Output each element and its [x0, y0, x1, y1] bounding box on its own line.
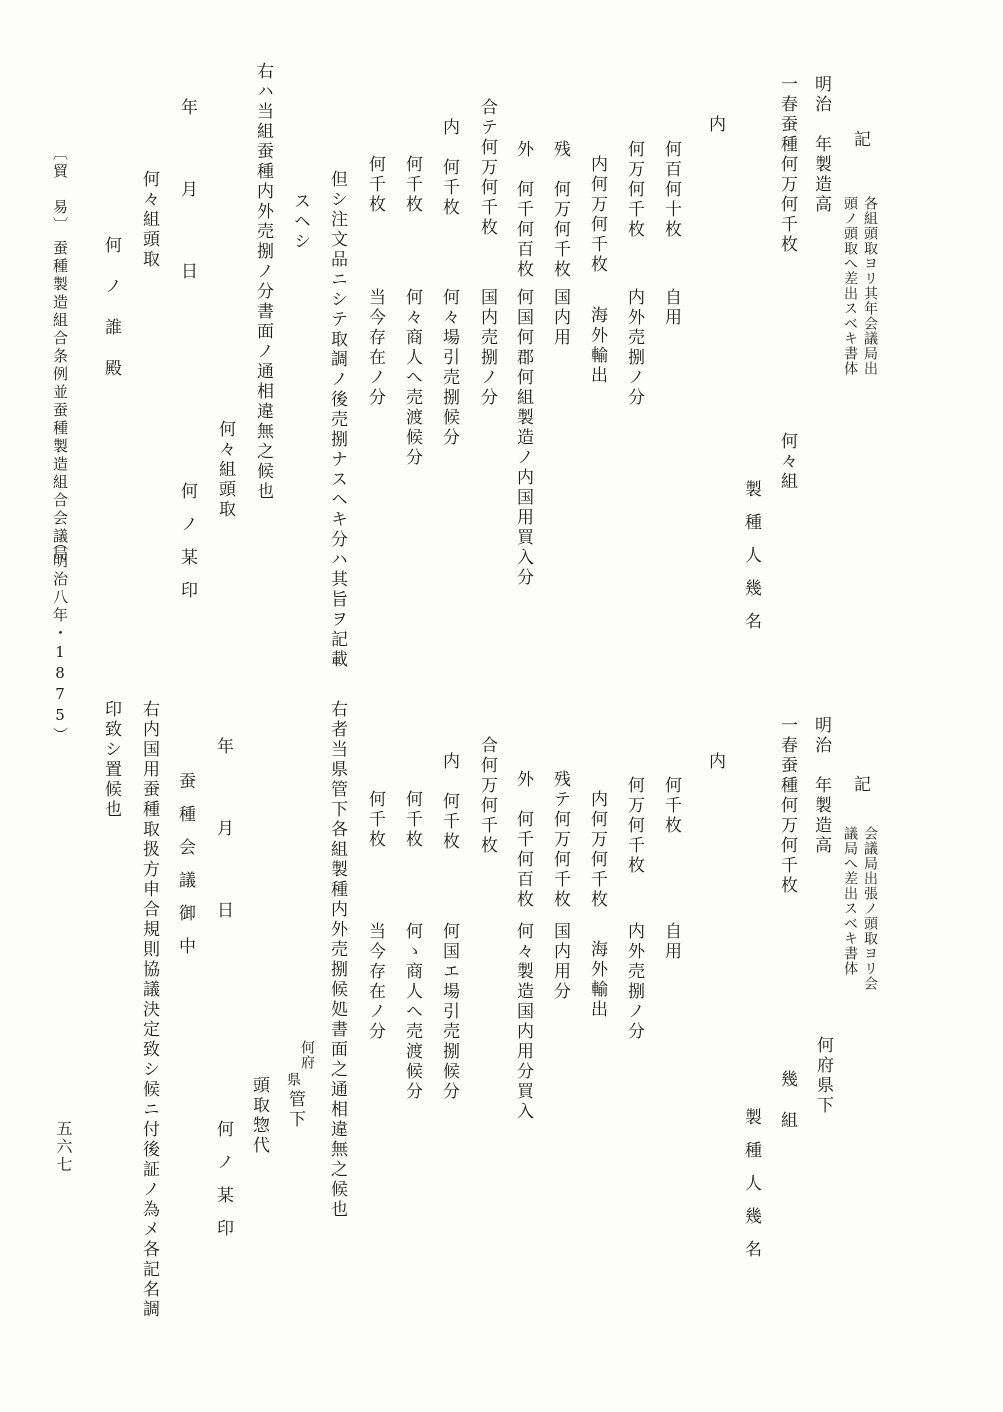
form1-to-group: 何々組頭取: [139, 170, 159, 270]
form2-row8-qty: 何千枚: [402, 790, 422, 850]
form1-meiji: 明治 年製造高: [811, 75, 831, 215]
form1-statement: 右ハ当組蚕種内外売捌ノ分書面ノ通相違無之候也: [253, 62, 273, 502]
form1-signer-name: 何ノ某印: [177, 482, 197, 614]
footer-date: （明治八年・1875）: [51, 535, 69, 745]
form2-groups: 幾組: [777, 1070, 797, 1152]
form2-ki: 記: [850, 775, 870, 795]
form1-row9-qty: 何千枚: [365, 155, 385, 215]
form2-row4-desc: 国内用分: [550, 922, 570, 1002]
form1-total: 一春蚕種何万何千枚: [777, 75, 797, 255]
form2-row5-qty: 外 何千何百枚: [513, 770, 533, 910]
form2-row9-qty: 何千枚: [365, 790, 385, 850]
form1-ki: 記: [850, 130, 870, 150]
form1-row4-qty: 残 何万何千枚: [550, 140, 570, 280]
form2-signer-title: 頭取惣代: [249, 1076, 269, 1156]
form1-makers: 製種人幾名: [741, 480, 761, 645]
form1-row1-qty: 何百何十枚: [661, 140, 681, 240]
form2-row2-qty: 何万何千枚: [624, 776, 644, 876]
form1-note2: スヘシ: [290, 192, 310, 252]
form2-row4-qty: 残テ何万何千枚: [550, 770, 570, 910]
form1-note1: 但シ注文品ニシテ取調ノ後売捌ナスヘキ分ハ其旨ヲ記載: [327, 170, 347, 670]
form1-row7-qty: 内 何千枚: [439, 118, 459, 218]
footer-title: 蚕種製造組合条例並蚕種製造組合会議局: [51, 240, 69, 564]
form2-uchi: 内: [705, 752, 725, 772]
form1-group: 何々組: [777, 432, 797, 492]
form2-row6-qty: 合何万何千枚: [477, 736, 497, 856]
form1-row8-desc: 何々商人へ売渡候分: [402, 288, 422, 468]
form1-date: 年 月 日: [177, 98, 197, 303]
form2-closing-line1: 右内国用蚕種取扱方申合規則協議決定致シ候ニ付後証ノ為メ各記名調: [139, 700, 159, 1320]
form2-row2-desc: 内外売捌ノ分: [624, 922, 644, 1042]
form2-jurisdiction-c: 管下: [285, 1090, 305, 1130]
footer-category: 〔貿 易〕: [51, 145, 69, 235]
form2-total: 一春蚕種何万何千枚: [777, 716, 797, 896]
form2-heading-line1: 会議局出張ノ頭取ヨリ会: [862, 826, 878, 991]
form1-row8-qty: 何千枚: [402, 155, 422, 215]
form1-row4-desc: 国内用: [550, 288, 570, 348]
form2-row3-qty: 内何万何千枚: [587, 790, 607, 910]
form1-row5-desc: 何国何郡何組製造ノ内国用買入分: [513, 288, 533, 588]
form2-row1-qty: 何千枚: [661, 776, 681, 836]
form2-jurisdiction-b: 県: [285, 1072, 301, 1087]
form1-row1-desc: 自用: [661, 288, 681, 328]
form2-row7-desc: 何国エ場引売捌候分: [439, 922, 459, 1102]
form1-to-name: 何ノ誰殿: [101, 236, 121, 400]
form2-closing-line2: 印致シ置候也: [101, 700, 121, 820]
form2-addressee: 蚕種会議御中: [175, 772, 195, 970]
form2-date: 年 月 日: [213, 737, 233, 942]
form2-makers: 製種人幾名: [741, 1108, 761, 1273]
form2-row1-desc: 自用: [661, 922, 681, 962]
page-number: 五六七: [54, 1120, 73, 1174]
form2-heading-line2: 議局へ差出スベキ書体: [842, 826, 858, 976]
form1-row6-qty: 合テ何万何千枚: [477, 98, 497, 238]
form1-signer-group: 何々組頭取: [215, 420, 235, 520]
form1-heading-line1: 各組頭取ヨリ其年会議局出: [862, 196, 878, 376]
form1-row2-desc: 内外売捌ノ分: [624, 288, 644, 408]
form2-signer-name: 何ノ某印: [213, 1120, 233, 1252]
form2-meiji: 明治 年製造高: [811, 716, 831, 856]
form2-jurisdiction-a: 何府: [299, 1040, 315, 1070]
form2-row7-qty: 内 何千枚: [439, 752, 459, 852]
form2-row3-desc: 海外輸出: [587, 940, 607, 1020]
form1-uchi: 内: [705, 115, 725, 135]
form1-row7-desc: 何々場引売捌候分: [439, 288, 459, 448]
form2-row5-desc: 何々製造国内用分買入: [513, 922, 533, 1122]
form2-statement: 右者当県管下各組製種内外売捌候処書面之通相違無之候也: [327, 700, 347, 1220]
form1-row2-qty: 何万何千枚: [624, 140, 644, 240]
form2-row8-desc: 何ゝ商人へ売渡候分: [402, 922, 422, 1102]
form1-row3-qty: 内何万何千枚: [587, 155, 607, 275]
form2-row9-desc: 当今存在ノ分: [365, 922, 385, 1042]
form2-prefecture: 何府県下: [813, 1036, 833, 1116]
form1-row9-desc: 当今存在ノ分: [365, 288, 385, 408]
form1-row6-desc: 国内売捌ノ分: [477, 288, 497, 408]
form1-heading-line2: 頭ノ頭取へ差出スベキ書体: [842, 196, 858, 376]
form1-row5-qty: 外 何千何百枚: [513, 140, 533, 280]
form1-row3-desc: 海外輸出: [587, 306, 607, 386]
